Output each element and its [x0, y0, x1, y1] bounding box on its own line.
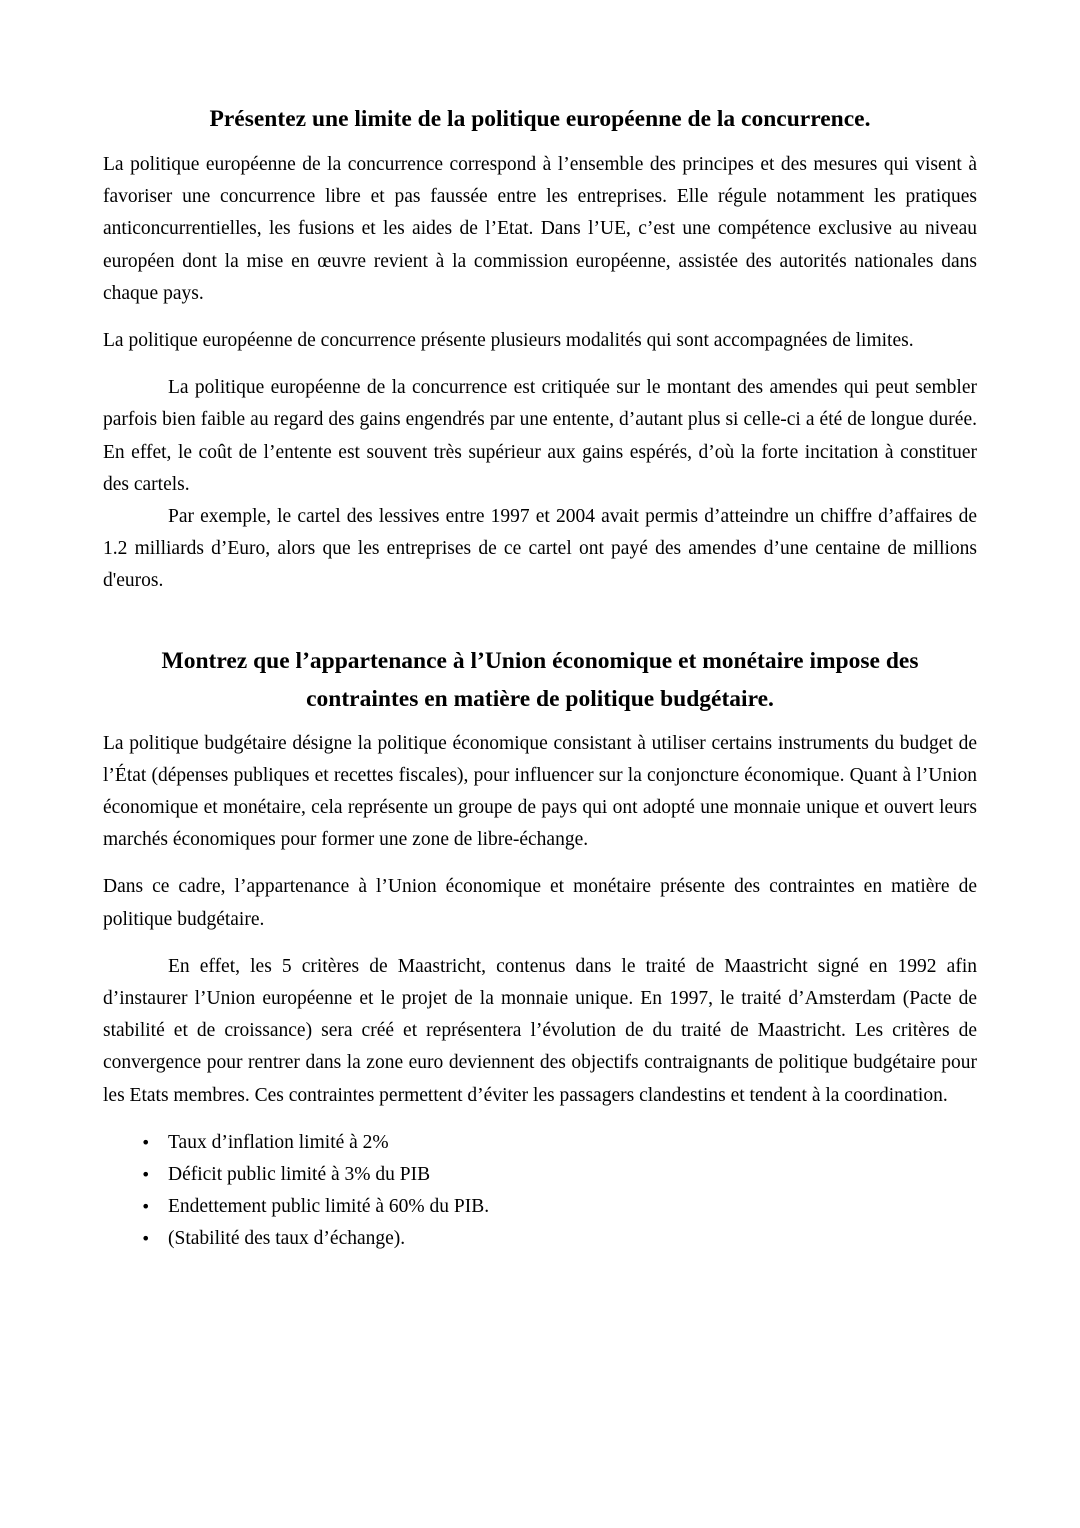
section1-intro-paragraph: La politique européenne de concurrence présente plusieurs modalités qui sont accompagnées de limites. — [103, 330, 914, 352]
bullet-icon: • — [141, 1132, 151, 1152]
criteria-list-item — [103, 1191, 977, 1223]
section2-title-line2: contraintes en matière de politique budgétaire. — [306, 685, 774, 712]
criteria-list-item — [103, 1159, 977, 1191]
criteria-list-item — [103, 1127, 977, 1159]
section1-example-paragraph: Par exemple, le cartel des lessives entre 1997 et 2004 avait permis d’atteindre un chiffre d’affaires de 1.2 milliards d’Euro, alors que les entreprises de ce cartel ont payé des amendes d’une centaine de millions d'euros. — [103, 506, 977, 592]
section2-intro-paragraph: Dans ce cadre, l’appartenance à l’Union économique et monétaire présente des contraintes en matière de politique budgétaire. — [103, 876, 977, 930]
criteria-text: (Stabilité des taux d’échange). — [168, 1228, 406, 1250]
section2-title-line1: Montrez que l’appartenance à l’Union économique et monétaire impose des — [161, 647, 919, 674]
bullet-icon: • — [141, 1229, 151, 1249]
section1-title: Présentez une limite de la politique européenne de la concurrence. — [209, 106, 871, 132]
criteria-text: Taux d’inflation limité à 2% — [168, 1131, 389, 1153]
section2-title — [103, 642, 977, 718]
criteria-list-item — [103, 1223, 977, 1255]
section1-argument-paragraph: La politique européenne de la concurrence est critiquée sur le montant des amendes qui peut sembler parfois bien faible au regard des gains engendrés par une entente, d’autant plus si celle-ci a été de longue durée. En effet, le coût de l’entente est souvent très supérieur aux gains espérés, d’où la forte incitation à constituer des cartels. — [103, 377, 977, 495]
section2-argument-paragraph: En effet, les 5 critères de Maastricht, contenus dans le traité de Maastricht signé en 1992 afin d’instaurer l’Union européenne et le projet de la monnaie unique. En 1997, le traité d’Amsterdam (Pacte de stabilité et de croissance) sera créé et représentera l’évolution de du traité de Maastricht. Les critères de convergence pour rentrer dans la zone euro deviennent des objectifs contraignants de politique budgétaire pour les Etats membres. Ces contraintes permettent d’éviter les passagers clandestins et tendent à la coordination. — [103, 955, 977, 1106]
criteria-text: Déficit public limité à 3% du PIB — [168, 1164, 431, 1186]
bullet-icon: • — [141, 1165, 151, 1185]
criteria-text: Endettement public limité à 60% du PIB. — [168, 1196, 490, 1218]
section1-definition-paragraph: La politique européenne de la concurrence correspond à l’ensemble des principes et des mesures qui visent à favoriser une concurrence libre et pas faussée entre les entreprises. Elle régule notamment les pratiques anticoncurrentielles, les fusions et les aides de l’Etat. Dans l’UE, c’est une compétence exclusive au niveau européen dont la mise en œuvre revient à la commission européenne, assistée des autorités nationales dans chaque pays. — [103, 154, 977, 304]
document-page — [103, 100, 977, 1256]
bullet-icon: • — [141, 1197, 151, 1217]
section2-definition-paragraph: La politique budgétaire désigne la politique économique consistant à utiliser certains instruments du budget de l’État (dépenses publiques et recettes fiscales), pour influencer sur la conjoncture économique. Quant à l’Union économique et monétaire, cela représente un groupe de pays qui ont adopté une monnaie unique et ouvert leurs marchés économiques pour former une zone de libre-échange. — [103, 732, 977, 851]
maastricht-criteria-list — [103, 1127, 977, 1256]
